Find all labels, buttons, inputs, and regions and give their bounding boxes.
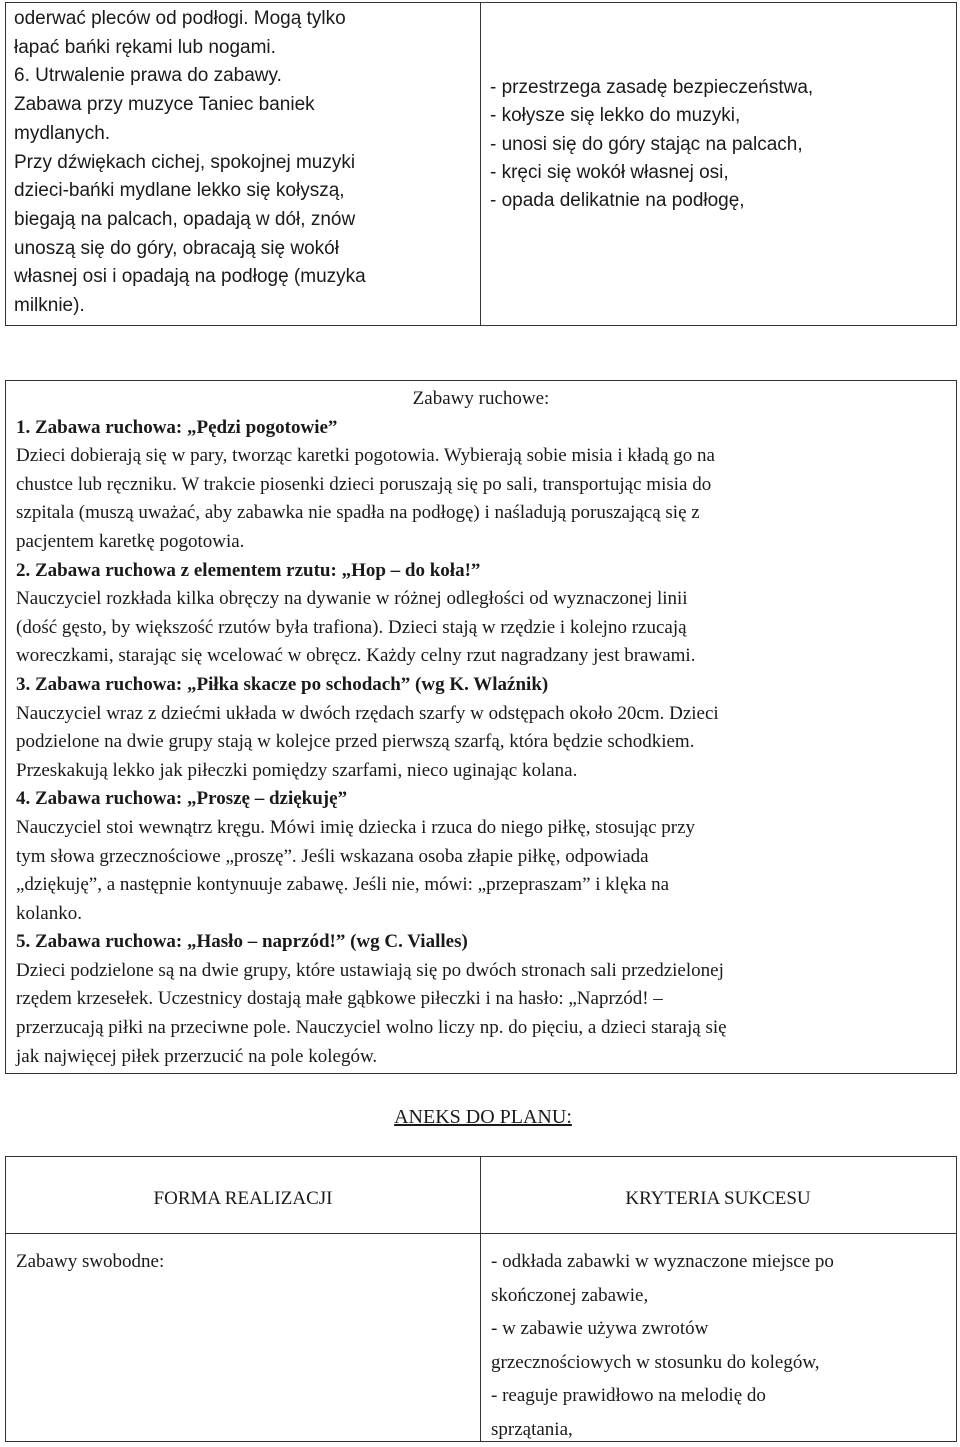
activity-line: przerzucają piłki na przeciwne pole. Nauczyciel wolno liczy np. do pięciu, a dzieci starają się xyxy=(16,1017,727,1039)
criteria-line: - reaguje prawidłowo na melodię do xyxy=(491,1385,766,1407)
activity-line: Dzieci podzielone są na dwie grupy, które ustawiają się po dwóch stronach sali przedzielonej xyxy=(16,959,724,981)
criteria-line: - odkłada zabawki w wyznaczone miejsce po xyxy=(491,1251,834,1272)
activity-title: 4. Zabawa ruchowa: „Proszę – dziękuję” xyxy=(16,788,348,810)
activity-line: „dziękuję”, a następnie kontynuuje zabawę. Jeśli nie, mówi: „przepraszam” i klęka na xyxy=(16,874,670,896)
activity-line: tym słowa grzecznościowe „proszę”. Jeśli wskazana osoba złapie piłkę, odpowiada xyxy=(16,845,649,867)
criteria-line: grzecznościowych w stosunku do kolegów, xyxy=(491,1351,820,1373)
text-line: biegają na palcach, opadają w dół, znów xyxy=(14,208,356,230)
criteria-line: - w zabawie używa zwrotów xyxy=(491,1318,709,1340)
forma-cell: Zabawy swobodne: xyxy=(16,1251,165,1272)
activity-title: 5. Zabawa ruchowa: „Hasło – naprzód!” (wg C. Vialles) xyxy=(16,931,468,953)
text-line: oderwać pleców od podłogi. Mogą tylko xyxy=(14,8,346,29)
text-line: własnej osi i opadają na podłogę (muzyka xyxy=(14,266,366,288)
activity-line: rzędem krzesełek. Uczestnicy dostają małe gąbkowe piłeczki i na hasło: „Naprzód! – xyxy=(16,988,663,1010)
activities-content xyxy=(16,385,946,1071)
text-line: Zabawa przy muzyce Taniec baniek xyxy=(14,94,315,116)
criteria-line: - kołysze się lekko do muzyki, xyxy=(490,105,741,127)
text-line: 6. Utrwalenie prawa do zabawy. xyxy=(14,65,282,87)
kryteria-cell xyxy=(491,1245,951,1447)
criteria-line: skończonej zabawie, xyxy=(491,1284,649,1306)
activity-line: woreczkami, starając się wcelować w obręcz. Każdy celny rzut nagradzany jest brawami. xyxy=(16,645,696,667)
activity-line: Nauczyciel wraz z dziećmi układa w dwóch rzędach szarfy w odstępach około 20cm. Dzieci xyxy=(16,702,719,724)
column-header-kryteria: KRYTERIA SUKCESU xyxy=(625,1188,811,1209)
top-left-cell xyxy=(14,5,474,321)
text-line: mydlanych. xyxy=(14,122,111,144)
header-divider xyxy=(6,1233,956,1234)
criteria-line: - opada delikatnie na podłogę, xyxy=(490,190,745,212)
activity-line: kolanko. xyxy=(16,902,82,924)
activity-line: jak najwięcej piłek przerzucić na pole kolegów. xyxy=(16,1045,378,1067)
activity-line: pacjentem karetkę pogotowia. xyxy=(16,530,245,552)
text-line: Przy dźwiękach cichej, spokojnej muzyki xyxy=(14,151,356,173)
activity-title: 2. Zabawa ruchowa z elementem rzutu: „Hop – do koła!” xyxy=(16,559,481,581)
aneks-heading: ANEKS DO PLANU: xyxy=(394,1106,572,1128)
criteria-line: - unosi się do góry stając na palcach, xyxy=(490,133,803,155)
activity-line: Nauczyciel stoi wewnątrz kręgu. Mówi imię dziecka i rzuca do niego piłkę, stosując przy xyxy=(16,816,696,838)
activity-line: Przeskakują lekko jak piłeczki pomiędzy szarfami, nieco uginając kolana. xyxy=(16,759,578,781)
activity-title: 1. Zabawa ruchowa: „Pędzi pogotowie” xyxy=(16,416,338,438)
activities-heading: Zabawy ruchowe: xyxy=(412,388,550,409)
aneks-table xyxy=(5,1156,957,1442)
criteria-line: sprzątania, xyxy=(491,1418,573,1440)
top-table xyxy=(5,2,957,326)
activity-line: (dość gęsto, by większość rzutów była trafiona). Dzieci stają w rzędzie i kolejno rzucają xyxy=(16,616,687,638)
column-header-forma: FORMA REALIZACJI xyxy=(153,1188,333,1209)
activities-box xyxy=(5,380,957,1074)
column-divider xyxy=(480,3,481,325)
top-right-cell xyxy=(490,74,950,215)
activity-title: 3. Zabawa ruchowa: „Piłka skacze po schodach” (wg K. Wlaźnik) xyxy=(16,673,549,695)
text-line: dzieci-bańki mydlane lekko się kołyszą, xyxy=(14,180,345,202)
text-line: milknie). xyxy=(14,295,85,317)
criteria-line: - kręci się wokół własnej osi, xyxy=(490,161,729,183)
text-line: łapać bańki rękami lub nogami. xyxy=(14,36,276,58)
activity-line: chustce lub ręczniku. W trakcie piosenki dzieci poruszają się po sali, transportując misia do xyxy=(16,473,712,495)
criteria-line: - przestrzega zasadę bezpieczeństwa, xyxy=(490,77,814,98)
activity-line: szpitala (muszą uważać, aby zabawka nie spadła na podłogę) i naśladują poruszającą się z xyxy=(16,502,700,524)
activity-line: Dzieci dobierają się w pary, tworząc karetki pogotowia. Wybierają sobie misia i kładą go na xyxy=(16,445,715,467)
activity-line: Nauczyciel rozkłada kilka obręczy na dywanie w różnej odległości od wyznaczonej linii xyxy=(16,588,688,610)
text-line: unoszą się do góry, obracają się wokół xyxy=(14,237,339,259)
activity-line: podzielone na dwie grupy stają w kolejce przed pierwszą szarfą, która będzie schodkiem. xyxy=(16,731,695,753)
